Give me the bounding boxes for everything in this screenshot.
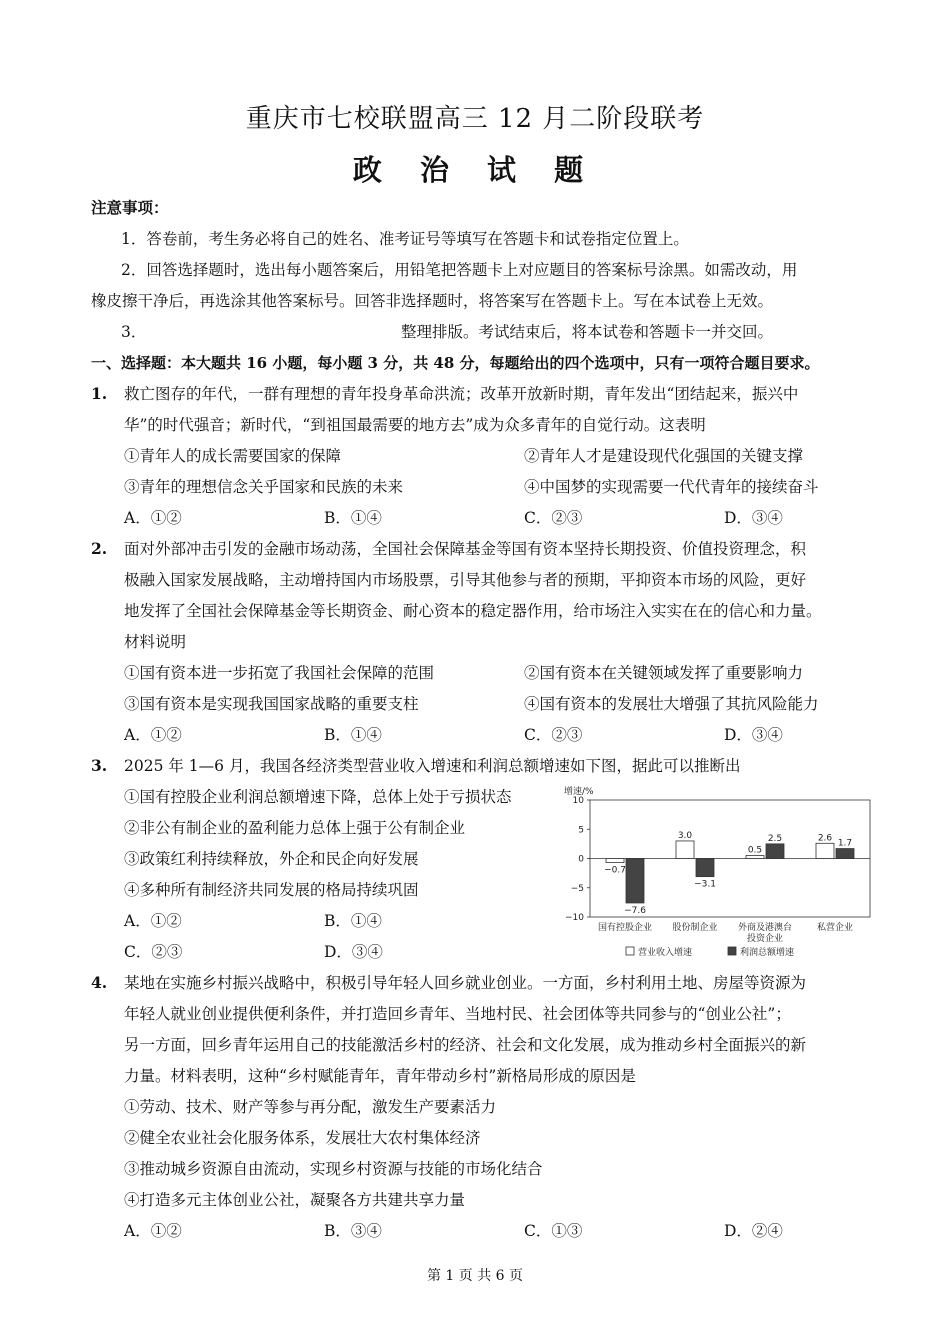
chart-legend-swatch-profit [728, 947, 736, 955]
q2-option-a[interactable]: A．①② [124, 726, 182, 744]
q1-option-a[interactable]: A．①② [124, 509, 182, 527]
chart-data-label-profit: −7.6 [624, 905, 646, 916]
q4-statement-1: ①劳动、技术、财产等参与再分配，激发生产要素活力 [124, 1098, 497, 1116]
q2-stem-1: 面对外部冲击引发的金融市场动荡，全国社会保障基金等国有资本坚持长期投资、价值投资理念，积 [124, 540, 807, 558]
q4-option-d[interactable]: D．②④ [724, 1222, 783, 1240]
chart-data-label-revenue: 3.0 [677, 830, 693, 841]
q4-statement-3: ③推动城乡资源自由流动，实现乡村资源与技能的市场化结合 [124, 1160, 543, 1178]
q1-statement-4: ④中国梦的实现需要一代代青年的接续奋斗 [524, 478, 819, 496]
q4-stem-4: 力量。材料表明，这种“乡村赋能青年，青年带动乡村”新格局形成的原因是 [124, 1067, 636, 1085]
q2-stem-2: 极融入国家发展战略，主动增持国内市场股票，引导其他参与者的预期，平抑资本市场的风险，更好 [124, 571, 807, 589]
note-3a: 3． [121, 323, 147, 341]
q2-statement-1: ①国有资本进一步拓宽了我国社会保障的范围 [124, 664, 435, 682]
chart-bar-revenue [746, 856, 764, 859]
q1-statement-2: ②青年人才是建设现代化强国的关键支撑 [524, 447, 804, 465]
q3-statement-2: ②非公有制企业的盈利能力总体上强于公有制企业 [124, 819, 466, 837]
page-footer: 第 1 页 共 6 页 [426, 1268, 524, 1284]
q4-option-c[interactable]: C．①③ [524, 1222, 583, 1240]
chart-bar-profit [836, 849, 854, 859]
q4-statement-4: ④打造多元主体创业公社，凝聚各方共建共享力量 [124, 1191, 466, 1209]
q3-option-c[interactable]: C．②③ [124, 943, 183, 961]
q1-number: 1. [91, 384, 108, 403]
chart-x-tick-label: 私营企业 [816, 923, 854, 933]
chart-y-tick-label: 10 [572, 796, 584, 806]
q3-stem-1: 2025 年 1—6 月，我国各经济类型营业收入增速和利润总额增速如下图，据此可以推断出 [124, 757, 741, 775]
q2-stem-4: 材料说明 [124, 633, 187, 651]
chart-data-label-revenue: 0.5 [747, 845, 763, 856]
growth-bar-chart [548, 780, 878, 962]
q3-number: 3. [91, 756, 108, 775]
q2-option-b[interactable]: B．①④ [324, 726, 382, 744]
q2-statement-4: ④国有资本的发展壮大增强了其抗风险能力 [524, 695, 819, 713]
chart-bar-profit [626, 859, 644, 903]
q1-statement-1: ①青年人的成长需要国家的保障 [124, 447, 342, 465]
chart-legend-label-profit: 利润总额增速 [740, 948, 795, 958]
q4-stem-1: 某地在实施乡村振兴战略中，积极引导年轻人回乡就业创业。一方面，乡村利用土地、房屋等资源为 [124, 974, 807, 992]
note-3b: 整理排版。考试结束后，将本试卷和答题卡一并交回。 [401, 323, 774, 341]
chart-y-tick-label: −5 [570, 883, 584, 894]
q2-statement-2: ②国有资本在关键领域发挥了重要影响力 [524, 664, 804, 682]
chart-x-tick-label: 股份制企业 [672, 923, 718, 933]
chart-y-tick-label: 0 [578, 854, 584, 865]
chart-y-tick-label: 5 [578, 825, 584, 836]
q4-option-a[interactable]: A．①② [124, 1222, 182, 1240]
q3-statement-3: ③政策红利持续释放，外企和民企向好发展 [124, 850, 419, 868]
chart-x-tick-label: 投资企业 [746, 934, 784, 944]
q1-option-c[interactable]: C．②③ [524, 509, 583, 527]
q4-option-b[interactable]: B．③④ [324, 1222, 382, 1240]
chart-legend-label-revenue: 营业收入增速 [638, 948, 693, 958]
q1-stem-2: 华”的时代强音；新时代，“到祖国最需要的地方去”成为众多青年的自觉行动。这表明 [124, 416, 706, 434]
q4-stem-2: 年轻人就业创业提供便利条件，并打造回乡青年、当地村民、社会团体等共同参与的“创业公社”； [124, 1005, 791, 1023]
page-title: 重庆市七校联盟高三 12 月二阶段联考 [245, 104, 705, 134]
q3-option-a[interactable]: A．①② [124, 912, 182, 930]
q3-statement-4: ④多种所有制经济共同发展的格局持续巩固 [124, 881, 419, 899]
chart-bar-revenue [676, 841, 694, 859]
chart-bar-profit [696, 859, 714, 877]
chart-data-label-revenue: −0.7 [604, 865, 626, 876]
chart-x-tick-label: 外商及港澳台 [737, 923, 793, 933]
q1-statement-3: ③青年的理想信念关乎国家和民族的未来 [124, 478, 404, 496]
q3-option-d[interactable]: D．③④ [324, 943, 383, 961]
chart-y-axis-label: 增速/% [564, 787, 594, 797]
q4-number: 4. [91, 973, 108, 992]
notes-heading: 注意事项： [91, 198, 169, 217]
chart-y-tick-label: −10 [565, 913, 584, 923]
q2-statement-3: ③国有资本是实现我国国家战略的重要支柱 [124, 695, 419, 713]
q2-stem-3: 地发挥了全国社会保障基金等长期资金、耐心资本的稳定器作用，给市场注入实实在在的信心和力量。 [124, 602, 822, 620]
q2-option-c[interactable]: C．②③ [524, 726, 583, 744]
q4-stem-3: 另一方面，回乡青年运用自己的技能激活乡村的经济、社会和文化发展，成为推动乡村全面振兴的新 [124, 1036, 807, 1054]
q1-stem-1: 救亡图存的年代，一群有理想的青年投身革命洪流；改革开放新时期，青年发出“团结起来，振兴中 [124, 385, 799, 403]
q1-option-b[interactable]: B．①④ [324, 509, 382, 527]
note-2a: 2．回答选择题时，选出每小题答案后，用铅笔把答题卡上对应题目的答案标号涂黑。如需改动，用 [121, 261, 798, 279]
chart-legend-swatch-revenue [626, 947, 634, 955]
q2-option-d[interactable]: D．③④ [724, 726, 783, 744]
page-subtitle: 政 治 试 题 [352, 153, 598, 187]
chart-x-tick-label: 国有控股企业 [597, 923, 653, 933]
chart-bar-profit [766, 844, 784, 859]
chart-data-label-profit: 1.7 [837, 838, 853, 849]
note-2b: 橡皮擦干净后，再选涂其他答案标号。回答非选择题时，将答案写在答题卡上。写在本试卷上无效。 [91, 292, 774, 310]
chart-data-label-profit: 2.5 [767, 833, 783, 844]
chart-data-label-revenue: 2.6 [817, 833, 833, 844]
chart-data-label-profit: −3.1 [694, 879, 716, 890]
q3-statement-1: ①国有控股企业利润总额增速下降，总体上处于亏损状态 [124, 788, 512, 806]
q2-number: 2. [91, 539, 108, 558]
q4-statement-2: ②健全农业社会化服务体系，发展壮大农村集体经济 [124, 1129, 481, 1147]
chart-bar-revenue [816, 843, 834, 858]
section-heading: 一、选择题：本大题共 16 小题，每小题 3 分，共 48 分，每题给出的四个选项中，只有一项符合题目要求。 [91, 354, 820, 372]
q3-option-b[interactable]: B．①④ [324, 912, 382, 930]
chart-bar-revenue [606, 859, 624, 863]
note-1: 1．答卷前，考生务必将自己的姓名、准考证号等填写在答题卡和试卷指定位置上。 [121, 230, 689, 248]
q1-option-d[interactable]: D．③④ [724, 509, 783, 527]
